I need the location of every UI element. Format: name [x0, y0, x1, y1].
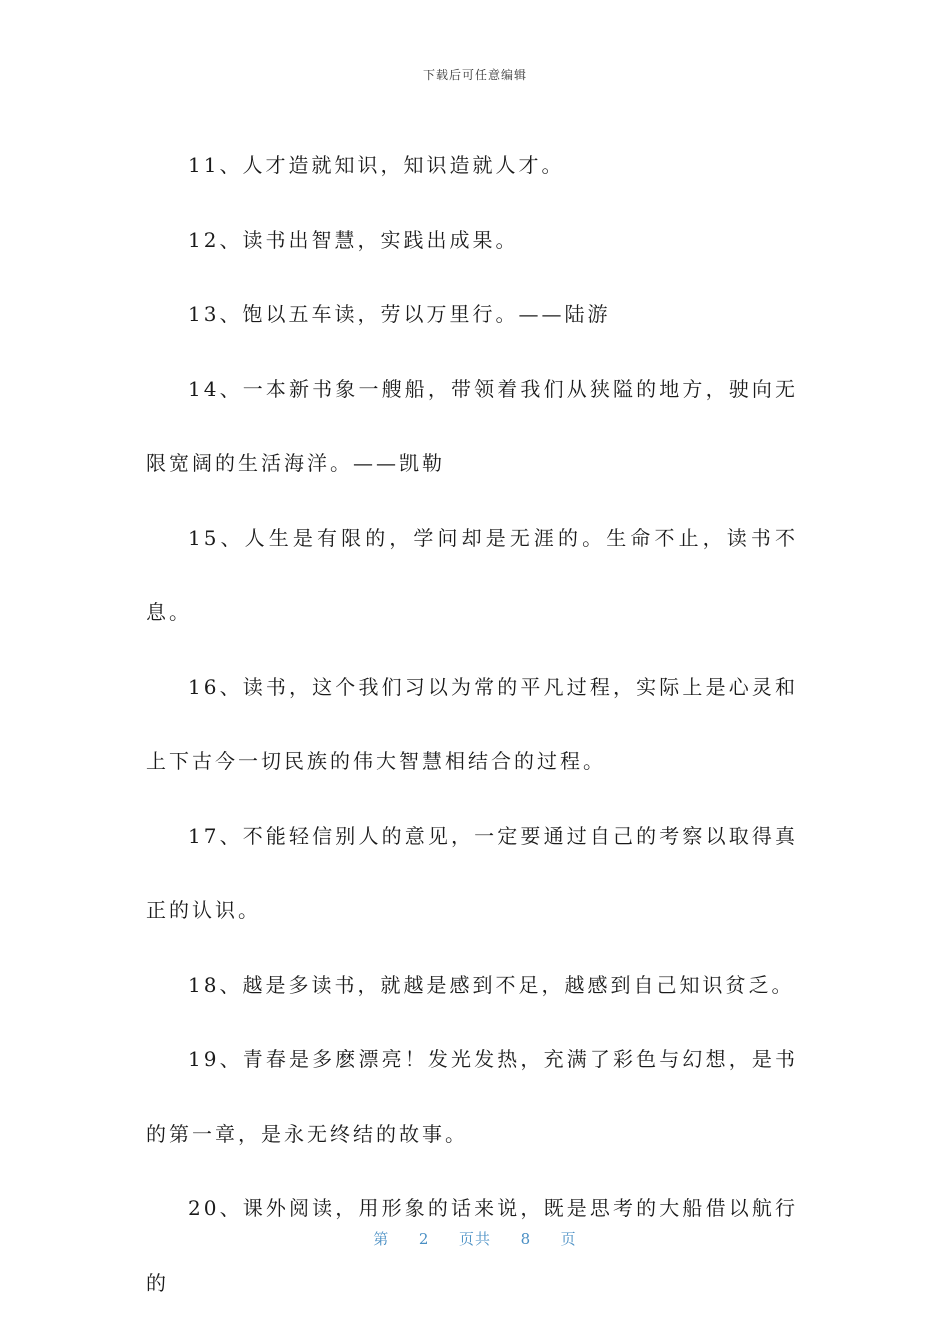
paragraph-11: 11、人才造就知识，知识造就人才。: [188, 153, 565, 177]
paragraph-12: 12、读书出智慧，实践出成果。: [188, 227, 519, 252]
paragraph-19: 19、青春是多麽漂亮！发光发热，充满了彩色与幻想，是书的第一章，是永无终结的故事。: [146, 1047, 798, 1146]
footer-middle: 页共: [458, 1230, 491, 1248]
paragraph-14: 14、一本新书象一艘船，带领着我们从狭隘的地方，驶向无限宽阔的生活海洋。——凯勒: [146, 376, 798, 475]
header-note: 下载后可任意编辑: [422, 68, 527, 82]
footer-suffix: 页: [560, 1230, 577, 1248]
paragraph-15: 15、人生是有限的，学问却是无涯的。生命不止，读书不息。: [146, 525, 798, 624]
current-page-number: 2: [418, 1230, 430, 1248]
paragraph-18: 18、越是多读书，就越是感到不足，越感到自己知识贫乏。: [188, 972, 795, 997]
paragraph-13: 13、饱以五车读，劳以万里行。——陆游: [188, 302, 611, 326]
total-pages-number: 8: [520, 1230, 532, 1248]
paragraph-20: 20、课外阅读，用形象的话来说，既是思考的大船借以航行的: [146, 1196, 798, 1295]
paragraph-16: 16、读书，这个我们习以为常的平凡过程，实际上是心灵和上下古今一切民族的伟大智慧相结合的过程。: [146, 674, 798, 773]
document-body: [146, 128, 798, 1320]
footer-prefix: 第: [373, 1230, 390, 1248]
paragraph-17: 17、不能轻信别人的意见，一定要通过自己的考察以取得真正的认识。: [146, 823, 798, 922]
page-footer: [0, 1228, 950, 1249]
